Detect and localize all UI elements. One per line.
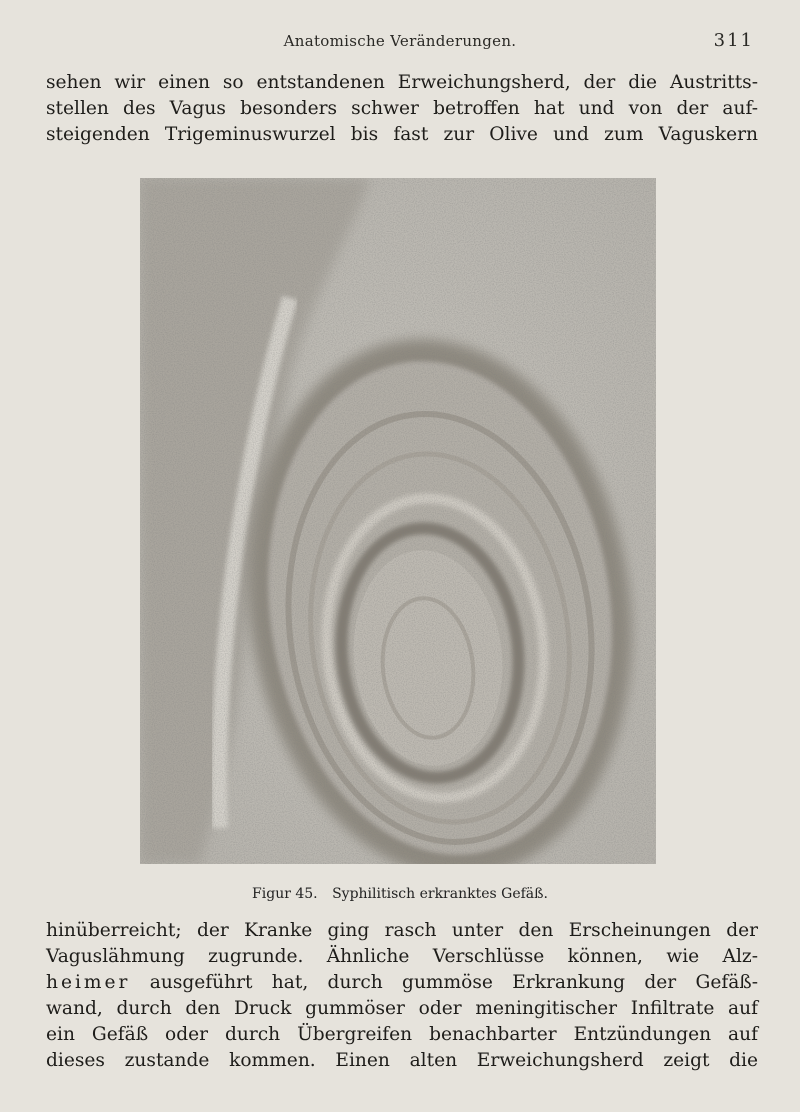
text-line: hinüberreicht; der Kranke ging rasch unter den Erscheinungen der [46, 920, 758, 941]
page-number: 311 [713, 30, 754, 51]
top-paragraph [46, 70, 758, 148]
text-line: steigenden Trigeminuswurzel bis fast zur Olive und zum Vaguskern [46, 124, 758, 145]
histology-photograph [140, 178, 656, 864]
text-line [46, 970, 758, 996]
text-line: stellen des Vagus besonders schwer betroffen hat und von der auf- [46, 98, 758, 119]
figure-caption-text: Syphilitisch erkranktes Gefäß. [332, 886, 548, 902]
bottom-paragraph [46, 918, 758, 1074]
author-name-spaced: heimer [46, 972, 131, 993]
text-line: wand, durch den Druck gummöser oder meningitischer Infiltrate auf [46, 998, 758, 1019]
text-line: Vaguslähmung zugrunde. Ähnliche Verschlüsse können, wie Alz- [46, 946, 758, 967]
running-header: Anatomische Veränderungen. [283, 32, 517, 50]
text-line: ein Gefäß oder durch Übergreifen benachbarter Entzündungen auf [46, 1024, 758, 1045]
vessel-micrograph-image [140, 178, 656, 864]
text-line: dieses zustande kommen. Einen alten Erweichungsherd zeigt die [46, 1050, 758, 1071]
figure-label: Figur 45. [252, 886, 318, 902]
text-line: sehen wir einen so entstandenen Erweichungsherd, der die Austritts- [46, 72, 758, 93]
text-line-rest: ausgeführt hat, durch gummöse Erkrankung der Gefäß- [130, 972, 758, 993]
figure-caption [0, 886, 800, 902]
